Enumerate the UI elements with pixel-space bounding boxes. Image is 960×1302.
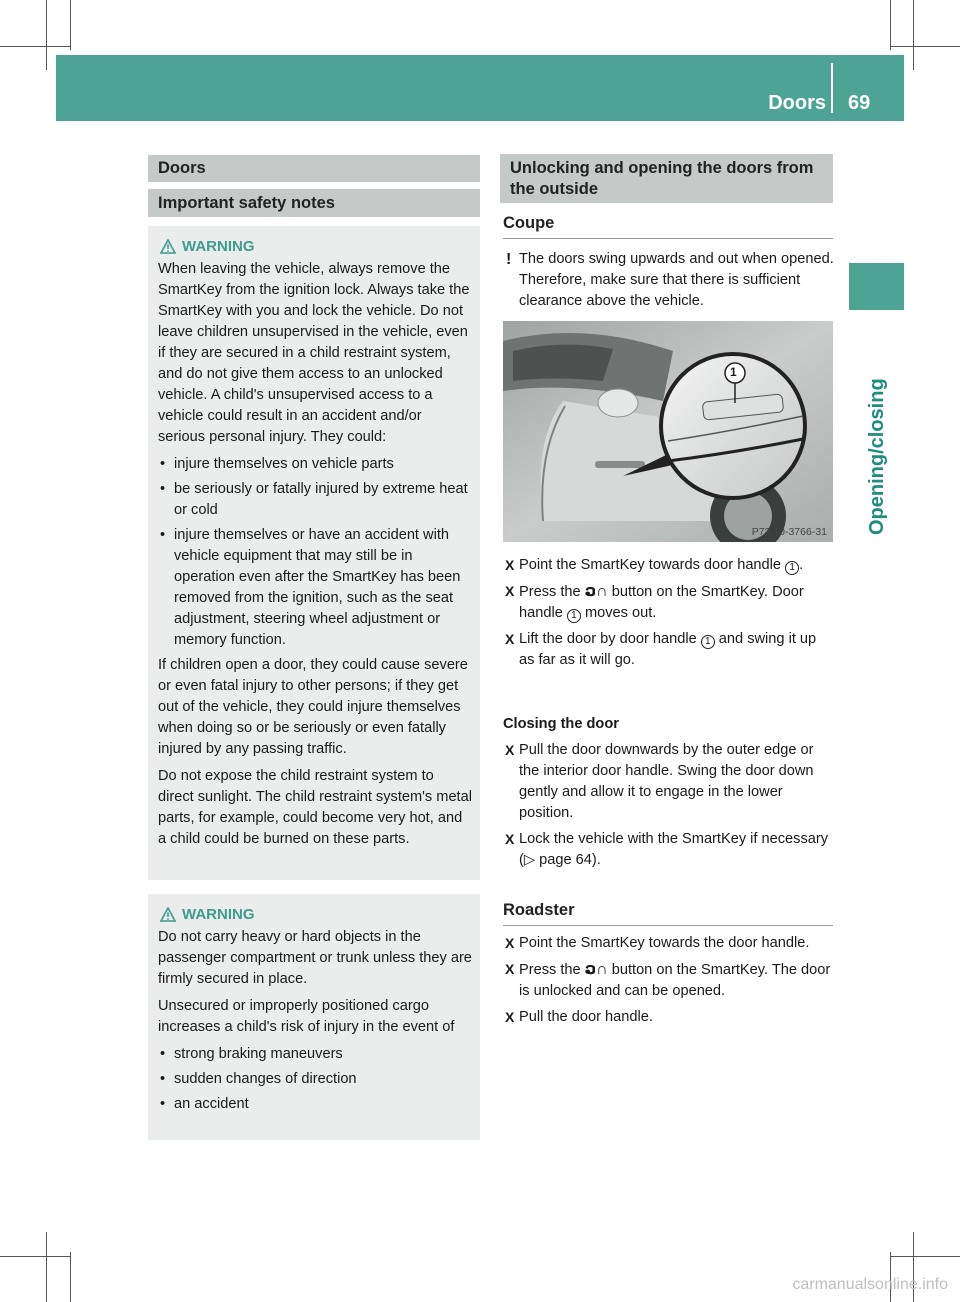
side-tab bbox=[849, 263, 904, 310]
closing-steps bbox=[503, 740, 835, 876]
unlock-icon: ວ∩ bbox=[584, 961, 608, 978]
instruction-step: X Press the ວ∩ button on the SmartKey. The door is unlocked and can be opened. bbox=[505, 961, 831, 999]
step-marker-icon: X bbox=[505, 831, 515, 847]
step-marker-icon: X bbox=[505, 583, 515, 599]
door-handle-figure bbox=[503, 321, 833, 542]
coupe-opening-steps bbox=[503, 555, 835, 676]
warning-box-children bbox=[148, 226, 480, 880]
circled-one-icon: 1 bbox=[567, 609, 581, 623]
coupe-subheading: Coupe bbox=[503, 214, 555, 232]
watermark: carmanualsonline.info bbox=[792, 1276, 948, 1293]
bullet-item: • sudden changes of direction bbox=[158, 1069, 472, 1090]
instruction-step: X Point the SmartKey towards the door handle. bbox=[503, 933, 835, 954]
note-text: The doors swing upwards and out when opened. Therefore, make sure that there is sufficient clearance above the vehicle. bbox=[519, 251, 834, 309]
page-number: 69 bbox=[848, 92, 871, 114]
crop-mark bbox=[46, 0, 47, 70]
instruction-step: X Pull the door downwards by the outer edge or the interior door handle. Swing the door down gently and allow it to engage in the lower position. bbox=[505, 742, 814, 821]
bullet-item: • strong braking maneuvers bbox=[158, 1044, 472, 1065]
step-marker-icon: X bbox=[505, 935, 515, 951]
header-section-title: Doors bbox=[768, 92, 826, 114]
roadster-subheading: Roadster bbox=[503, 901, 575, 919]
crop-mark bbox=[0, 1256, 70, 1257]
bullet-item: • injure themselves on vehicle parts bbox=[158, 454, 472, 475]
warning-triangle-icon bbox=[160, 907, 176, 922]
crop-mark bbox=[913, 0, 914, 70]
warning-triangle-icon bbox=[160, 239, 176, 254]
bullet-item: • be seriously or fatally injured by extreme heat or cold bbox=[158, 479, 472, 521]
warning-paragraph: Do not carry heavy or hard objects in the passenger compartment or trunk unless they are firmly secured in place. bbox=[158, 929, 472, 987]
step-marker-icon: X bbox=[505, 742, 515, 758]
warning-title: WARNING bbox=[182, 906, 255, 923]
figure-code: P72.10-3766-31 bbox=[751, 526, 827, 538]
instruction-step: X Lock the vehicle with the SmartKey if necessary (▷ page 64). bbox=[505, 831, 829, 868]
instruction-step: X Point the SmartKey towards door handle 1 . bbox=[503, 555, 835, 576]
header-divider bbox=[831, 63, 833, 113]
warning-bullets bbox=[158, 1044, 472, 1115]
warning-paragraph: Unsecured or improperly positioned cargo increases a child's risk of injury in the event of bbox=[158, 998, 455, 1035]
step-marker-icon: X bbox=[505, 961, 515, 977]
unlocking-heading: Unlocking and opening the doors from the outside bbox=[500, 154, 833, 203]
roadster-rule bbox=[503, 925, 833, 926]
crop-mark bbox=[890, 0, 891, 50]
circled-one-icon: 1 bbox=[701, 635, 715, 649]
side-tab-label: Opening/closing bbox=[866, 378, 888, 535]
step-marker-icon: X bbox=[505, 1009, 515, 1025]
bullet-item: • an accident bbox=[158, 1094, 472, 1115]
crop-mark bbox=[46, 1232, 47, 1302]
warning-bullets bbox=[158, 454, 472, 651]
bullet-item: • injure themselves or have an accident with vehicle equipment that may still be in operation even after the SmartKey has been removed from the ignition, such as the seat adjustment, steering wheel adjustment or memory function. bbox=[158, 525, 472, 651]
figure-callout-number: 1 bbox=[730, 365, 737, 379]
roadster-steps bbox=[503, 933, 835, 1033]
warning-title: WARNING bbox=[182, 238, 255, 255]
warning-paragraph: Do not expose the child restraint system to direct sunlight. The child restraint system's metal parts, for example, could become very hot, and a child could be burned on these parts. bbox=[158, 768, 472, 847]
warning-paragraph: When leaving the vehicle, always remove the SmartKey from the ignition lock. Always take the SmartKey with you and lock the vehicle. Do not leave children unsupervised in the vehicle, even if they are secured in a child restraint system, and do not give them access to an unlocked vehicle. A child's unsupervised access to a vehicle could result in an accident and/or serious personal injury. They could: bbox=[158, 261, 470, 445]
instruction-step: X Pull the door handle. bbox=[503, 1007, 835, 1028]
crop-mark bbox=[70, 0, 71, 50]
page-reference-link[interactable]: ▷ page 64 bbox=[523, 852, 592, 868]
crop-mark bbox=[890, 46, 960, 47]
warning-paragraph: If children open a door, they could cause severe or even fatal injury to other persons; if they get out of the vehicle, they could injure themselves when doing so or be seriously or even fatally injured by any passing traffic. bbox=[158, 657, 468, 757]
step-marker-icon: X bbox=[505, 557, 515, 573]
circled-one-icon: 1 bbox=[785, 561, 799, 575]
instruction-step: X Lift the door by door handle 1 and swing it up as far as it will go. bbox=[505, 631, 817, 668]
warning-header bbox=[158, 236, 472, 257]
doors-heading: Doors bbox=[148, 155, 480, 182]
safety-heading: Important safety notes bbox=[148, 189, 480, 217]
warning-header bbox=[158, 904, 472, 925]
warning-box-cargo bbox=[148, 894, 480, 1140]
note-exclamation-icon: ! bbox=[506, 251, 512, 268]
step-marker-icon: X bbox=[505, 631, 515, 647]
crop-mark bbox=[890, 1256, 960, 1257]
car-door-illustration bbox=[503, 321, 833, 542]
crop-mark bbox=[0, 46, 70, 47]
instruction-step: X Press the ວ∩ button on the SmartKey. Door handle 1 moves out. bbox=[505, 583, 804, 621]
clearance-note bbox=[503, 249, 835, 312]
coupe-rule bbox=[503, 238, 833, 239]
closing-door-label: Closing the door bbox=[503, 716, 619, 732]
crop-mark bbox=[70, 1252, 71, 1302]
unlock-icon: ວ∩ bbox=[584, 583, 608, 600]
